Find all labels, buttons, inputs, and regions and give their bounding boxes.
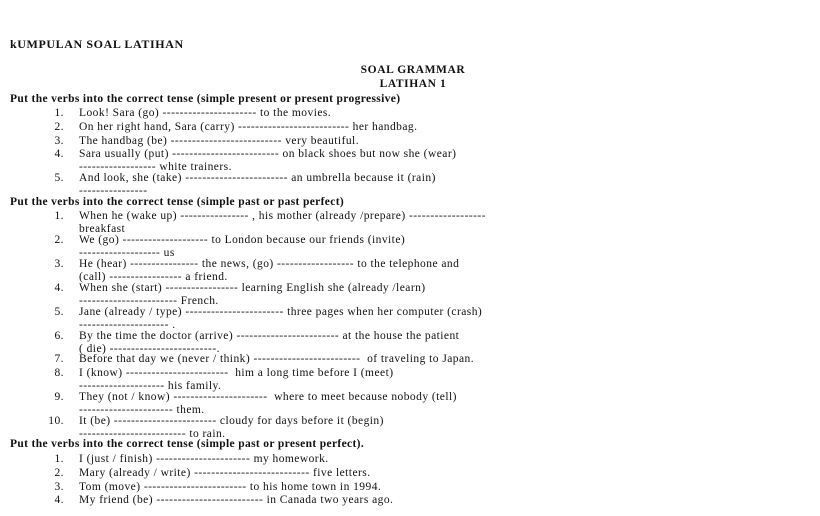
item-text-continued: ( die) -------------------------. (79, 342, 220, 355)
item-number: 6. (54, 330, 64, 342)
item-text: Mary (already / write) --------------------------- five letters. (79, 467, 371, 479)
item-number: 1. (54, 107, 64, 119)
item-number: 4. (54, 282, 64, 294)
item-number: 5. (54, 172, 64, 184)
item-text-continued: ------------------- us (79, 246, 175, 259)
item-text-continued: --------------------- . (79, 318, 176, 331)
item-number: 3. (54, 135, 64, 147)
item-text-continued: ------------------------- to rain. (79, 427, 226, 440)
item-text-continued: breakfast (79, 222, 126, 235)
item-text: We (go) -------------------- to London because our friends (invite) (79, 234, 406, 246)
item-text-continued: -------------------- his family. (79, 379, 222, 392)
section-title: Put the verbs into the correct tense (simple past or past perfect) (10, 196, 345, 208)
item-number: 2. (54, 121, 64, 133)
item-text-continued: (call) ----------------- a friend. (79, 270, 228, 283)
section-title: Put the verbs into the correct tense (simple past or present perfect). (10, 438, 365, 450)
item-text: Before that day we (never / think) ------------------------- of traveling to Japan. (79, 353, 475, 365)
item-number: 5. (54, 306, 64, 318)
item-number: 1. (54, 453, 64, 465)
item-text: When she (start) ----------------- learning English she (already /learn) (79, 282, 426, 294)
item-text: I (know) ------------------------ him a long time before I (meet) (79, 367, 394, 379)
item-text-continued: ---------------------- them. (79, 403, 205, 416)
item-number: 10. (48, 415, 64, 427)
item-text: When he (wake up) ---------------- , his mother (already /prepare) ------------------ (79, 210, 486, 222)
item-number: 8. (54, 367, 64, 379)
item-text: Look! Sara (go) ---------------------- to the movies. (79, 107, 332, 119)
item-text: I (just / finish) ---------------------- my homework. (79, 453, 329, 465)
item-number: 2. (54, 234, 64, 246)
item-text: And look, she (take) ------------------------ an umbrella because it (rain) (79, 172, 436, 184)
section-title: Put the verbs into the correct tense (simple present or present progressive) (10, 93, 401, 105)
item-text: The handbag (be) -------------------------- very beautiful. (79, 135, 360, 147)
item-number: 3. (54, 258, 64, 270)
item-text: My friend (be) ------------------------- in Canada two years ago. (79, 494, 394, 506)
item-text-continued: ----------------------- French. (79, 294, 219, 307)
item-text: Jane (already / type) ----------------------- three pages when her computer (crash) (79, 306, 483, 318)
item-number: 1. (54, 210, 64, 222)
item-text-continued: ---------------- (79, 184, 148, 197)
heading: SOAL GRAMMAR (360, 64, 466, 76)
item-number: 4. (54, 148, 64, 160)
item-number: 4. (54, 494, 64, 506)
item-number: 7. (54, 353, 64, 365)
item-text-continued: ------------------ white trainers. (79, 160, 232, 173)
item-text: By the time the doctor (arrive) ------------------------ at the house the patient (79, 330, 460, 342)
subheading: LATIHAN 1 (379, 78, 447, 90)
item-text: On her right hand, Sara (carry) -------------------------- her handbag. (79, 121, 418, 133)
item-text: He (hear) ---------------- the news, (go) ------------------ to the telephone and (79, 258, 460, 270)
document-title: kUMPULAN SOAL LATIHAN (10, 37, 184, 51)
item-text: Sara usually (put) ------------------------- on black shoes but now she (wear) (79, 148, 457, 160)
item-number: 9. (54, 391, 64, 403)
item-text: They (not / know) ---------------------- where to meet because nobody (tell) (79, 391, 457, 403)
item-number: 2. (54, 467, 64, 479)
item-number: 3. (54, 481, 64, 493)
item-text: It (be) ------------------------ cloudy for days before it (begin) (79, 415, 384, 427)
item-text: Tom (move) ------------------------ to his home town in 1994. (79, 481, 382, 493)
